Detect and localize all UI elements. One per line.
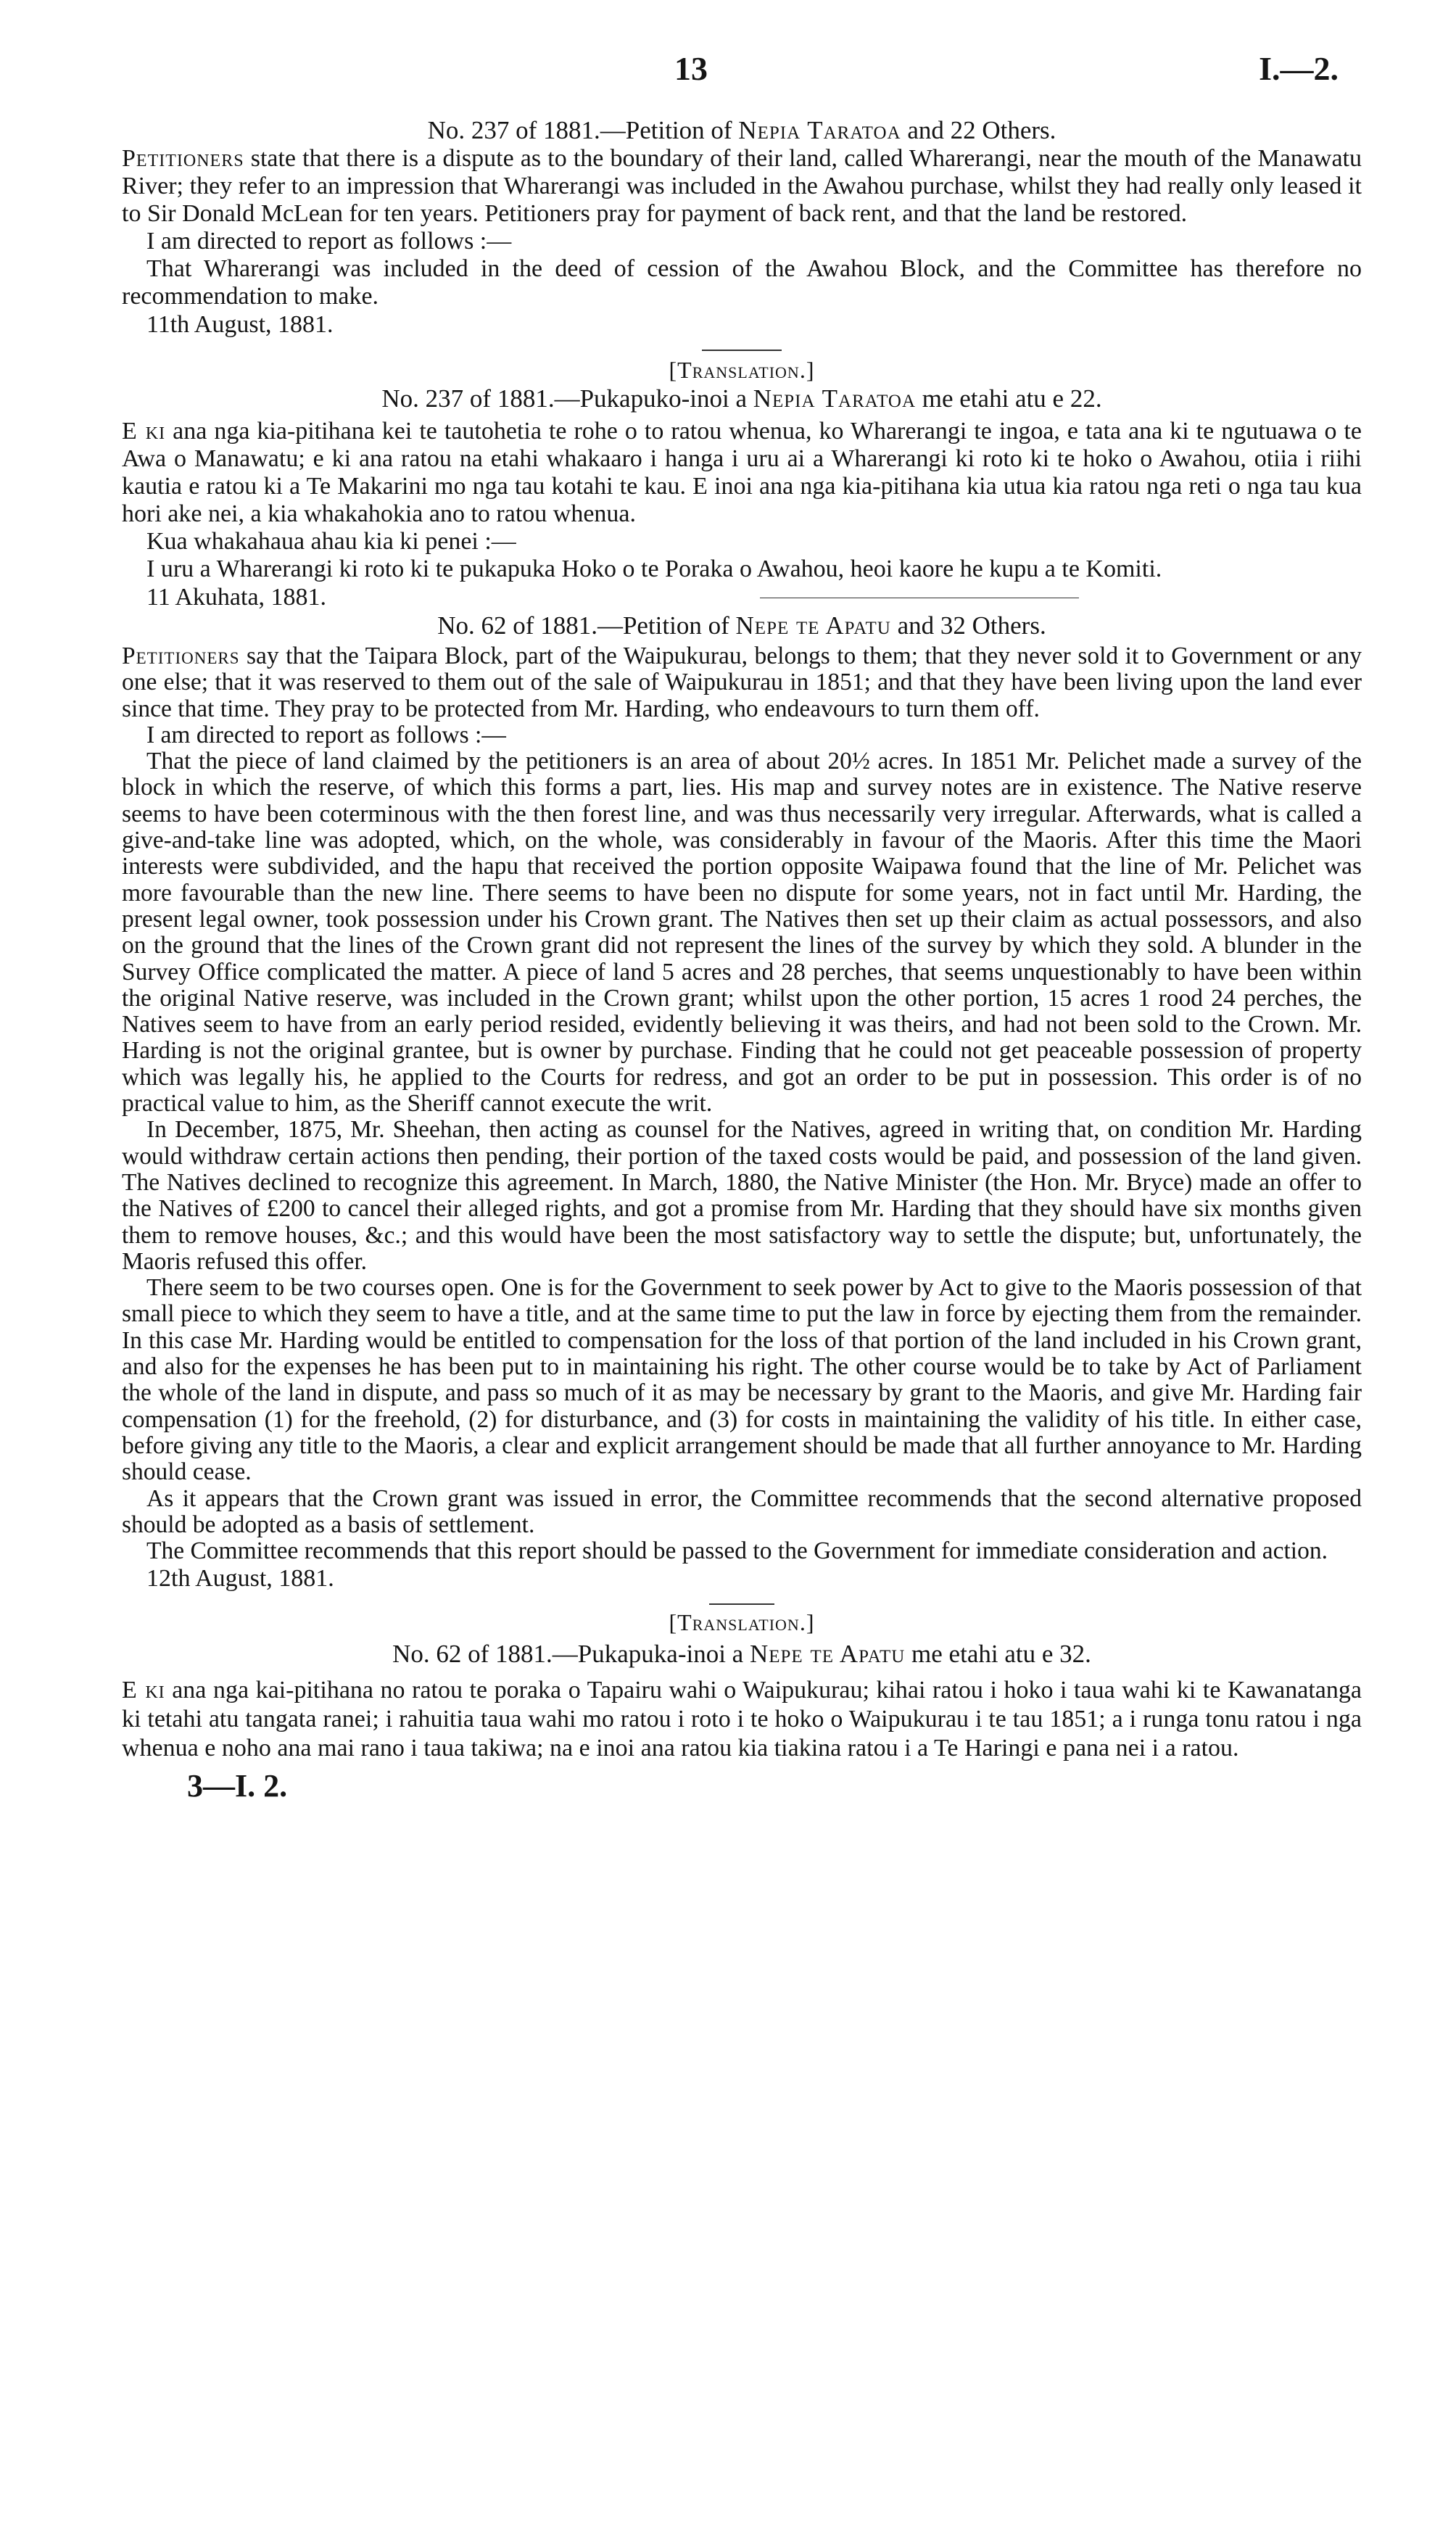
- report-date: 11th August, 1881.: [146, 311, 334, 338]
- petitioner-name: Nepia Taratoa: [738, 116, 901, 144]
- report-paragraph: That Wharerangi was included in the deed of cession of the Awahou Block, and the Committee has therefore no recommendation to make.: [122, 255, 1362, 310]
- translation-title: No. 237 of 1881.—Pukapuko-inoi a Nepia Taratoa me etahi atu e 22.: [381, 384, 1102, 413]
- translation-statement: E ki ana nga kia-pitihana kei te tautohetia te rohe o to ratou whenua, ko Wharerangi te ingoa, e tata ana ki te ngutuawa o te Awa o Manawatu; e ki ana ratou na etahi whakaaro i hanga i uru ai a Wharerangi ki roto ki te hoko o Awahou, otiia i riihi kautia e ratou ki a Te Makarini mo nga tau kotahi te kau. E inoi ana nga kia-pitihana kia utua kia ratou nga reti o nga tau kua hori ake nei, a kia whakahokia ano to ratou whenua.: [122, 418, 1362, 527]
- report-paragraph: That the piece of land claimed by the petitioners is an area of about 20½ acres. In 1851 Mr. Pelichet made a survey of the block in which the reserve, of which this forms a part, lies. His map and survey notes are in existence. The Native reserve seems to have been coterminous with the then forest line, and was thus necessarily very irregular. Afterwards, what is called a give-and-take line was adopted, which, on the whole, was considerably in favour of the Maoris. After this time the Maori interests were subdivided, and the hapu that received the portion opposite Waipawa found that the line of Mr. Pelichet was more favourable than the new line. There seems to have been no dispute for some years, not in fact until Mr. Harding, the present legal owner, took possession under his Crown grant. The Natives then set up their claim as actual possessors, and also on the ground that the lines of the Crown grant did not represent the lines of the survey by which they sold. A blunder in the Survey Office complicated the matter. A piece of land 5 acres and 28 perches, that seems unquestionably to have been within the original Native reserve, was included in the Crown grant; whilst upon the other portion, 15 acres 1 rood 24 perches, the Natives seem to have from an early period resided, evidently believing it was theirs, and had not been sold to the Crown. Mr. Harding is not the original grantee, but is owner by purchase. Finding that he could not get peaceable possession of property which was legally his, he applied to the Courts for redress, and got an order to be put in possession. This order is of no practical value to him, as the Sheriff cannot execute the writ.: [122, 748, 1362, 1118]
- divider: [709, 1603, 774, 1605]
- report-paragraph: In December, 1875, Mr. Sheehan, then acting as counsel for the Natives, agreed in writing that, on condition Mr. Harding would withdraw certain actions then pending, their portion of the taxed costs would be paid, and possession of the land given. The Natives declined to recognize this agreement. In March, 1880, the Native Minister (the Hon. Mr. Bryce) made an offer to the Natives of £200 to cancel their alleged rights, and got a promise from Mr. Harding that they should have six months given them to remove houses, &c.; and this would have been the most satisfactory way to settle the dispute; but, unfortunately, the Maoris refused this offer.: [122, 1116, 1362, 1275]
- page-number: 13: [674, 50, 708, 87]
- report-paragraph: The Committee recommends that this report should be passed to the Government for immediate consideration and action.: [146, 1537, 1328, 1565]
- directed-line: I am directed to report as follows :—: [146, 721, 506, 748]
- translation-date: 11 Akuhata, 1881.: [146, 584, 327, 611]
- directed-line: I am directed to report as follows :—: [146, 228, 512, 255]
- petition-title: No. 237 of 1881.—Petition of Nepia Taratoa and 22 Others.: [427, 116, 1056, 144]
- translation-label: [Translation.]: [669, 357, 815, 383]
- petition-statement: Petitioners state that there is a dispute as to the boundary of their land, called Wharerangi, near the mouth of the Manawatu River; they refer to an impression that Wharerangi was included in the Awahou purchase, whilst they had really only leased it to Sir Donald McLean for ten years. Petitioners pray for payment of back rent, and that the land be restored.: [122, 145, 1362, 227]
- translation-directed: Kua whakahaua ahau kia ki penei :—: [146, 528, 516, 555]
- translation-title: No. 62 of 1881.—Pukapuka-inoi a Nepe te Apatu me etahi atu e 32.: [392, 1640, 1091, 1669]
- report-paragraph: There seem to be two courses open. One is for the Government to seek power by Act to give to the Maoris possession of that small piece to which they seem to have a title, and at the same time to put the law in force by ejecting them from the remainder. In this case Mr. Harding would be entitled to compensation for the loss of that portion of the land included in his Crown grant, and also for the expenses he has been put to in maintaining his right. The other course would be to take by Act of Parliament the whole of the land in dispute, and pass so much of it as may be necessary by grant to the Maoris, and give Mr. Harding fair compensation (1) for the freehold, (2) for disturbance, and (3) for costs in maintaining the validity of his title. In either case, before giving any title to the Maoris, a clear and explicit arrangement should be made that all further annoyance to Mr. Harding should cease.: [122, 1274, 1362, 1486]
- report-date: 12th August, 1881.: [146, 1565, 334, 1593]
- report-paragraph: As it appears that the Crown grant was issued in error, the Committee recommends that the second alternative proposed should be adopted as a basis of settlement.: [122, 1484, 1362, 1538]
- divider: [702, 350, 782, 351]
- translation-statement: E ki ana nga kai-pitihana no ratou te poraka o Tapairu wahi o Waipukurau; kihai ratou i hoko i taua wahi ki te Kawanatanga ki tetahi atu tangata ranei; i rahuitia taua wahi mo ratou i roto i te hoko o Waipukurau i te tau 1851; a i runga tonu ratou i nga whenua e noho ana mai rano i taua takiwa; na e inoi ana ratou kia tiakina ratou i a Te Haringi e pana nei i a ratou.: [122, 1677, 1362, 1762]
- signature-code: 3—I. 2.: [187, 1768, 288, 1804]
- translation-report: I uru a Wharerangi ki roto ki te pukapuka Hoko o te Poraka o Awahou, heoi kaore he kupu a te Komiti.: [146, 556, 1162, 582]
- petition-title: No. 62 of 1881.—Petition of Nepe te Apatu and 32 Others.: [437, 611, 1046, 640]
- lead-word: Petitioners: [122, 145, 244, 172]
- translation-label: [Translation.]: [669, 1609, 815, 1636]
- page-content: [122, 116, 1362, 1804]
- section-number: I.—2.: [1259, 50, 1339, 87]
- petition-statement: Petitioners say that the Taipara Block, part of the Waipukurau, belongs to them; that they never sold it to Government or any one else; that it was reserved to them out of the sale of Waipukurau in 1851; and that they have been living upon the land ever since that time. They pray to be protected from Mr. Harding, who endeavours to turn them off.: [122, 643, 1362, 722]
